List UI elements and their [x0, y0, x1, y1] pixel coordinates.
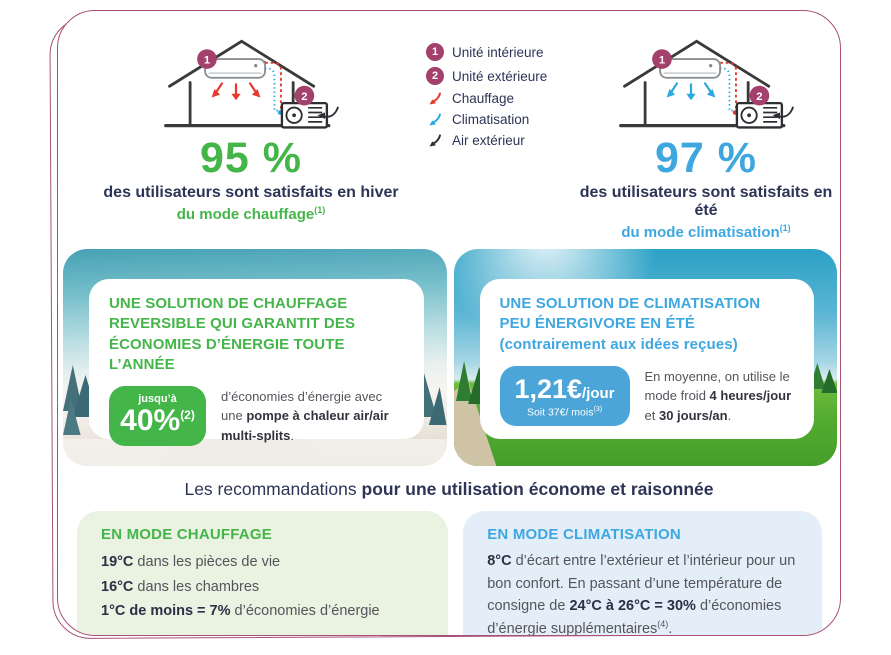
legend-label: Unité extérieure — [452, 68, 548, 84]
cooling-satisfaction-percent: 97 % — [654, 134, 757, 182]
cooling-reco-text: 8°C d’écart entre l’extérieur et l’intérieur pour un bon confort. En passant d’une température de consigne de 24°C à 26°C = 30% d’économies d’énergie supplémentaires$^{(4)}$. — [487, 553, 796, 636]
summer-photo-background — [454, 249, 838, 466]
outdoor-unit-badge: 2 — [756, 90, 763, 103]
cooling-mode-label: du mode climatisation$^{(1)}$ — [621, 223, 791, 242]
cooling-solution-title: UNE SOLUTION DE CLIMATISATION PEU ÉNERGIVORE EN ÉTÉ (contrairement aux idées reçues) — [499, 295, 761, 353]
heating-stat-block — [76, 33, 426, 241]
satisfaction-section — [58, 11, 840, 241]
winter-photo-background — [63, 249, 447, 466]
cooling-stat-block — [578, 33, 834, 241]
cooling-solution-card — [480, 279, 815, 439]
footnote-ref-3: (3) — [593, 405, 603, 413]
legend-item-outside-air — [426, 133, 578, 148]
heating-solution-title: UNE SOLUTION DE CHAUFFAGE REVERSIBLE QUI GARANTIT DES ÉCONOMIES D’ÉNERGIE TOUTE L’ANNÉE — [109, 295, 356, 373]
infographic-frame — [57, 10, 841, 636]
heating-satisfaction-text: des utilisateurs sont satisfaits en hiver — [103, 184, 399, 202]
legend-label: Unité intérieure — [452, 44, 544, 60]
legend-item-outdoor-unit — [426, 67, 578, 85]
savings-badge: jusqu’à 40%$^{(2)}$ — [109, 386, 206, 446]
legend-label: Climatisation — [452, 112, 530, 127]
diagram-legend — [426, 33, 578, 241]
heating-reco-title: EN MODE CHAUFFAGE — [101, 526, 272, 544]
recommendations-heading: Les recommandations pour une utilisation économe et raisonnée — [184, 479, 714, 500]
footnote-ref-1: (1) — [314, 205, 326, 216]
indoor-unit-badge: 1 — [203, 54, 211, 67]
heating-airflow-arrows — [212, 83, 261, 100]
heating-mode-label: du mode chauffage$^{(1)}$ — [176, 205, 326, 224]
heating-reco-line: 16°C dans les chambres — [101, 578, 260, 595]
cooling-arrow-icon — [428, 113, 442, 127]
heating-recommendations-card — [77, 511, 448, 636]
legend-label: Chauffage — [452, 91, 515, 106]
recommendations-section — [77, 511, 822, 636]
legend-item-cooling — [426, 112, 578, 127]
cooling-reco-title: EN MODE CLIMATISATION — [487, 526, 681, 544]
solutions-banner — [63, 249, 837, 466]
legend-item-heating — [426, 91, 578, 106]
heating-arrow-icon — [428, 92, 442, 106]
outside-air-arrow-icon — [428, 134, 442, 148]
indoor-unit-badge: 1 — [658, 54, 666, 67]
heating-reco-line: 1°C de moins = 7% d’économies d’énergie — [101, 603, 380, 620]
heating-solution-card — [89, 279, 424, 443]
cooling-solution-body: En moyenne, on utilise le mode froid 4 heures/jour et 30 jours/an. — [644, 368, 792, 423]
heating-reco-line: 19°C dans les pièces de vie — [101, 554, 281, 571]
cooling-satisfaction-text: des utilisateurs sont satisfaits en été — [579, 184, 833, 220]
cost-badge: 1,21€/jour Soit 37€/ mois$^{(3)}$ — [500, 366, 630, 427]
cooling-recommendations-card — [463, 511, 822, 636]
footnote-ref-1: (1) — [779, 223, 791, 234]
house-cooling-illustration — [617, 33, 795, 132]
heating-satisfaction-percent: 95 % — [199, 134, 302, 182]
cooling-airflow-arrows — [667, 83, 716, 100]
indoor-unit-marker: 1 — [426, 43, 444, 61]
legend-item-indoor-unit — [426, 43, 578, 61]
house-heating-illustration — [162, 33, 340, 132]
outdoor-unit-marker: 2 — [426, 67, 444, 85]
outdoor-unit-badge: 2 — [301, 90, 308, 103]
footnote-ref-2: (2) — [180, 408, 195, 423]
footnote-ref-4: (4) — [657, 618, 669, 629]
legend-label: Air extérieur — [452, 133, 525, 148]
heating-solution-body: d’économies d’énergie avec une pompe à chaleur air/air multi-splits. — [221, 388, 389, 443]
